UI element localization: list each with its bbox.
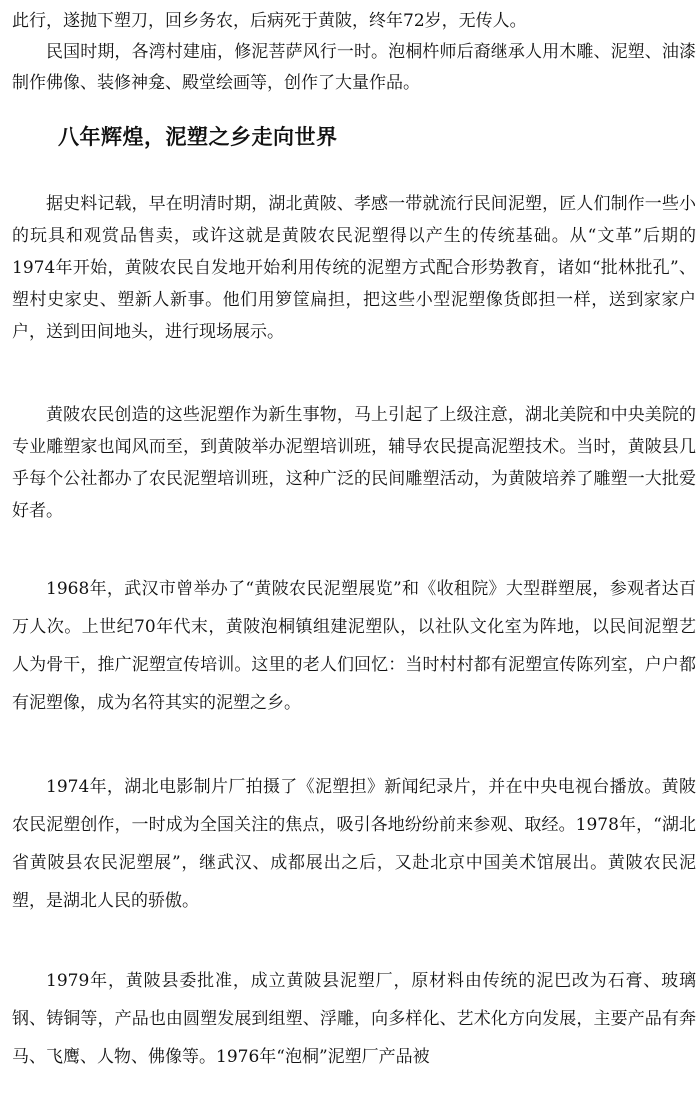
paragraph-block-5 (12, 962, 696, 1076)
intro-section (12, 6, 696, 99)
paragraph-block-1 (12, 188, 696, 348)
paragraph-block-2 (12, 399, 696, 527)
paragraph-1: 据史料记载，早在明清时期，湖北黄陂、孝感一带就流行民间泥塑，匠人们制作一些小的玩具和观赏品售卖，或许这就是黄陂农民泥塑得以产生的传统基础。从“文革”后期的1974年开始，黄陂农民自发地开始利用传统的泥塑方式配合形势教育，诸如“批林批孔”、塑村史家史、塑新人新事。他们用箩筐扁担，把这些小型泥塑像货郎担一样，送到家家户户，送到田间地头，进行现场展示。 (12, 194, 696, 342)
paragraph-3: 1968年，武汉市曾举办了“黄陂农民泥塑展览”和《收租院》大型群塑展，参观者达百万人次。上世纪70年代末，黄陂泡桐镇组建泥塑队，以社队文化室为阵地，以民间泥塑艺人为骨干，推广泥塑宣传培训。这里的老人们回忆：当时村村都有泥塑宣传陈列室，户户都有泥塑像，成为名符其实的泥塑之乡。 (12, 579, 696, 713)
paragraph-4: 1974年，湖北电影制片厂拍摄了《泥塑担》新闻纪录片，并在中央电视台播放。黄陂农民泥塑创作，一时成为全国关注的焦点，吸引各地纷纷前来参观、取经。1978年，“湖北省黄陂县农民泥塑展”，继武汉、成都展出之后，又赴北京中国美术馆展出。黄陂农民泥塑，是湖北人民的骄傲。 (12, 777, 696, 911)
paragraph-5: 1979年，黄陂县委批准，成立黄陂县泥塑厂，原材料由传统的泥巴改为石膏、玻璃钢、铸铜等，产品也由圆塑发展到组塑、浮雕，向多样化、艺术化方向发展，主要产品有奔马、飞鹰、人物、佛像等。1976年“泡桐”泥塑厂产品被 (12, 971, 696, 1067)
paragraph-2: 黄陂农民创造的这些泥塑作为新生事物，马上引起了上级注意，湖北美院和中央美院的专业雕塑家也闻风而至，到黄陂举办泥塑培训班，辅导农民提高泥塑技术。当时，黄陂县几乎每个公社都办了农民泥塑培训班，这种广泛的民间雕塑活动，为黄陂培养了雕塑一大批爱好者。 (12, 405, 696, 521)
intro-paragraph-1: 此行，遂抛下塑刀，回乡务农，后病死于黄陂，终年72岁，无传人。 (12, 11, 527, 31)
paragraph-block-4 (12, 768, 696, 920)
intro-paragraph-2: 民国时期，各湾村建庙，修泥菩萨风行一时。泡桐杵师后裔继承人用木雕、泥塑、油漆制作佛像、装修神龛、殿堂绘画等，创作了大量作品。 (12, 42, 696, 93)
section-heading: 八年辉煌，泥塑之乡走向世界 (58, 125, 338, 149)
paragraph-block-3 (12, 570, 696, 722)
